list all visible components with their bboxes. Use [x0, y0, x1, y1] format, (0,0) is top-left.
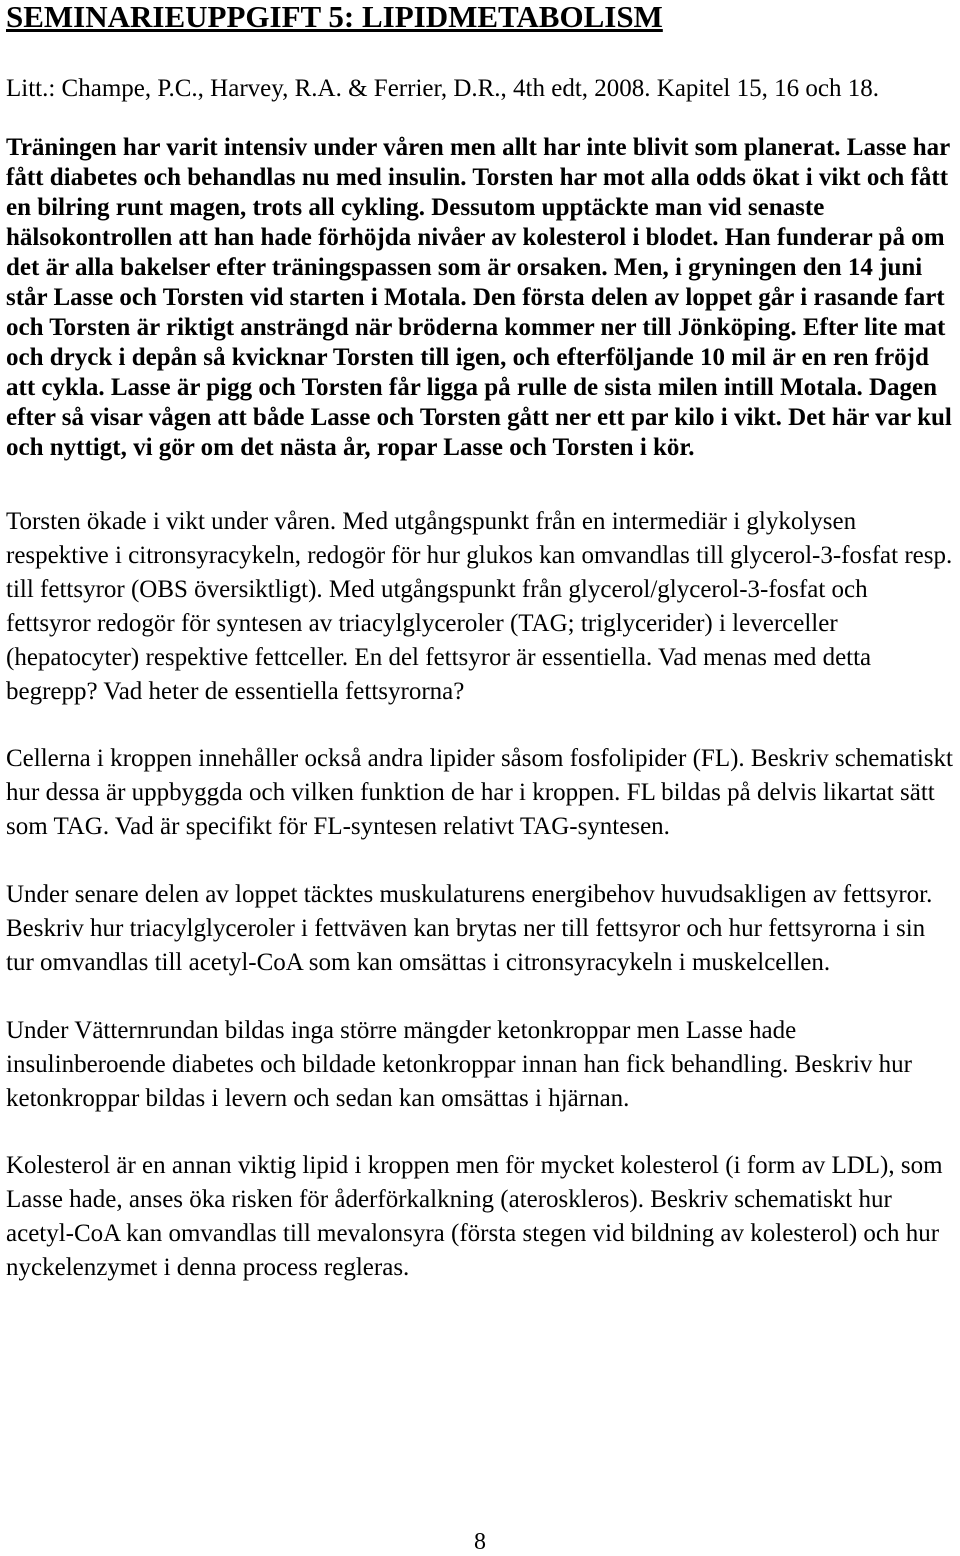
case-story: Träningen har varit intensiv under våren men allt har inte blivit som planerat. Lasse har fått diabetes och behandlas nu med insulin. Torsten har mot alla odds ökat i vikt och fått en bilring runt magen, trots all cykling. Dessutom upptäckte man vid senaste hälsokontrollen att han hade förhöjda nivåer av kolesterol i blodet. Han funderar på om det är alla bakelser efter träningspassen som är orsaken. Men, i gryningen den 14 juni står Lasse och Torsten vid starten i Motala. Den första delen av loppet går i rasande fart och Torsten är riktigt ansträngd när bröderna kommer ner till Jönköping. Efter lite mat och dryck i depån så kvicknar Torsten till igen, och efterföljande 10 mil är en ren fröjd att cykla. Lasse är pigg och Torsten får ligga på rulle de sista milen intill Motala. Dagen efter så visar vågen att både Lasse och Torsten gått ner ett par kilo i vikt. Det här var kul och nyttigt, vi gör om det nästa år, ropar Lasse och Torsten i kör.	[6, 134, 952, 461]
literature-reference: Litt.: Champe, P.C., Harvey, R.A. & Ferrier, D.R., 4th edt, 2008. Kapitel 15, 16 och 18.	[6, 75, 879, 102]
question-paragraph: Under Vätternrundan bildas inga större mängder ketonkroppar men Lasse hade insulinberoende diabetes och bildade ketonkroppar innan han fick behandling. Beskriv hur ketonkroppar bildas i levern och sedan kan omsättas i hjärnan.	[6, 1017, 912, 1112]
question-paragraph: Torsten ökade i vikt under våren. Med utgångspunkt från en intermediär i glykolysen respektive i citronsyracykeln, redogör för hur glukos kan omvandlas till glycerol-3-fosfat resp. till fettsyror (OBS översiktligt). Med utgångspunkt från glycerol/glycerol-3-fosfat och fettsyror redogör för syntesen av triacylglyceroler (TAG; triglycerider) i leverceller (hepatocyter) respektive fettceller. En del fettsyror är essentiella. Vad menas med detta begrepp? Vad heter de essentiella fettsyrorna?	[6, 508, 953, 705]
question-paragraph: Kolesterol är en annan viktig lipid i kroppen men för mycket kolesterol (i form av LDL), som Lasse hade, anses öka risken för åderförkalkning (ateroskleros). Beskriv schematiskt hur acetyl-CoA kan omvandlas till mevalonsyra (första stegen vid bildning av kolesterol) och hur nyckelenzymet i denna process regleras.	[6, 1152, 943, 1281]
document-title: SEMINARIEUPPGIFT 5: LIPIDMETABOLISM	[6, 0, 663, 34]
question-paragraph: Under senare delen av loppet täcktes muskulaturens energibehov huvudsakligen av fettsyror. Beskriv hur triacylglyceroler i fettväven kan brytas ner till fettsyror och hur fettsyrorna i sin tur omvandlas till acetyl-CoA som kan omsättas i citronsyracykeln i muskelcellen.	[6, 881, 933, 976]
question-paragraph: Cellerna i kroppen innehåller också andra lipider såsom fosfolipider (FL). Beskriv schematiskt hur dessa är uppbyggda och vilken funktion de har i kroppen. FL bildas på delvis likartat sätt som TAG. Vad är specifikt för FL-syntesen relativt TAG-syntesen.	[6, 745, 953, 840]
page-number: 8	[474, 1529, 486, 1555]
document-page	[6, 0, 954, 1285]
